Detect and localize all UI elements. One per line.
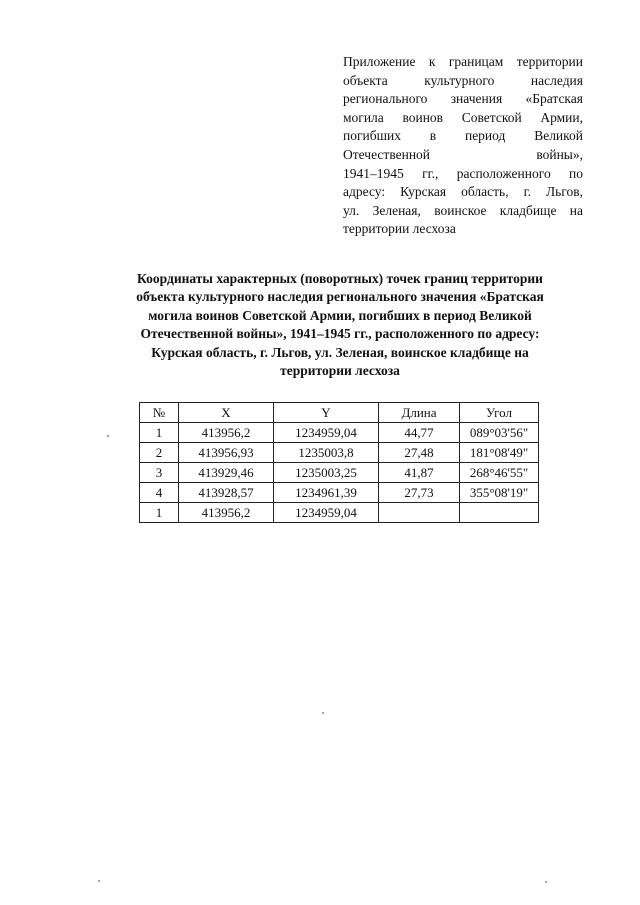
table-row [140,503,539,523]
title-line: могила воинов Советской Армии, погибших в период Великой [148,307,532,323]
column-header-x: X [179,403,274,423]
table-header-row [140,403,539,423]
title-line: Курская область, г. Льгов, ул. Зеленая, воинское кладбище на [151,344,529,360]
cell-x: 413929,46 [179,463,274,483]
appendix-line: погибших в период Великой [343,128,583,144]
cell-number: 3 [140,463,179,483]
appendix-line: объекта культурного наследия [343,72,583,88]
column-header-y: Y [274,403,379,423]
cell-number: 4 [140,483,179,503]
appendix-line: Приложение к границам территории [343,54,583,69]
cell-number: 1 [140,503,179,523]
cell-angle: 355°08'19" [460,483,539,503]
cell-y: 1234959,04 [274,423,379,443]
scan-speck [545,881,547,883]
appendix-line: ул. Зеленая, воинское кладбище на [343,202,583,218]
coordinates-table [139,402,539,523]
appendix-line: регионального значения «Братская [343,91,583,107]
cell-number: 1 [140,423,179,443]
cell-length: 27,48 [379,443,460,463]
cell-x: 413956,2 [179,423,274,443]
cell-length: 27,73 [379,483,460,503]
cell-angle: 181°08'49" [460,443,539,463]
scan-speck [107,435,109,437]
table-row [140,423,539,443]
cell-x: 413956,2 [179,503,274,523]
appendix-line: адресу: Курская область, г. Льгов, [343,184,583,200]
cell-angle [460,503,539,523]
cell-length: 44,77 [379,423,460,443]
cell-length: 41,87 [379,463,460,483]
scan-speck [98,880,100,882]
table-row [140,463,539,483]
cell-y: 1234959,04 [274,503,379,523]
document-title [100,270,580,380]
appendix-line: могила воинов Советской Армии, [343,109,583,125]
cell-x: 413956,93 [179,443,274,463]
appendix-line: Отечественной войны», [343,146,583,162]
cell-y: 1235003,8 [274,443,379,463]
column-header-length: Длина [379,403,460,423]
title-line: Координаты характерных (поворотных) точек границ территории [137,271,543,286]
title-line: Отечественной войны», 1941–1945 гг., расположенного по адресу: [140,326,540,342]
column-header-angle: Угол [460,403,539,423]
appendix-caption [343,53,583,239]
column-header-number: № [140,403,179,423]
cell-x: 413928,57 [179,483,274,503]
cell-y: 1235003,25 [274,463,379,483]
title-line: территории лесхоза [280,363,400,379]
cell-number: 2 [140,443,179,463]
appendix-line: территории лесхоза [343,221,456,237]
cell-y: 1234961,39 [274,483,379,503]
cell-angle: 268°46'55" [460,463,539,483]
cell-angle: 089°03'56" [460,423,539,443]
appendix-line: 1941–1945 гг., расположенного по [343,165,583,181]
table-row [140,443,539,463]
table-row [140,483,539,503]
title-line: объекта культурного наследия регионального значения «Братская [136,289,544,305]
cell-length [379,503,460,523]
scan-speck [322,712,324,714]
